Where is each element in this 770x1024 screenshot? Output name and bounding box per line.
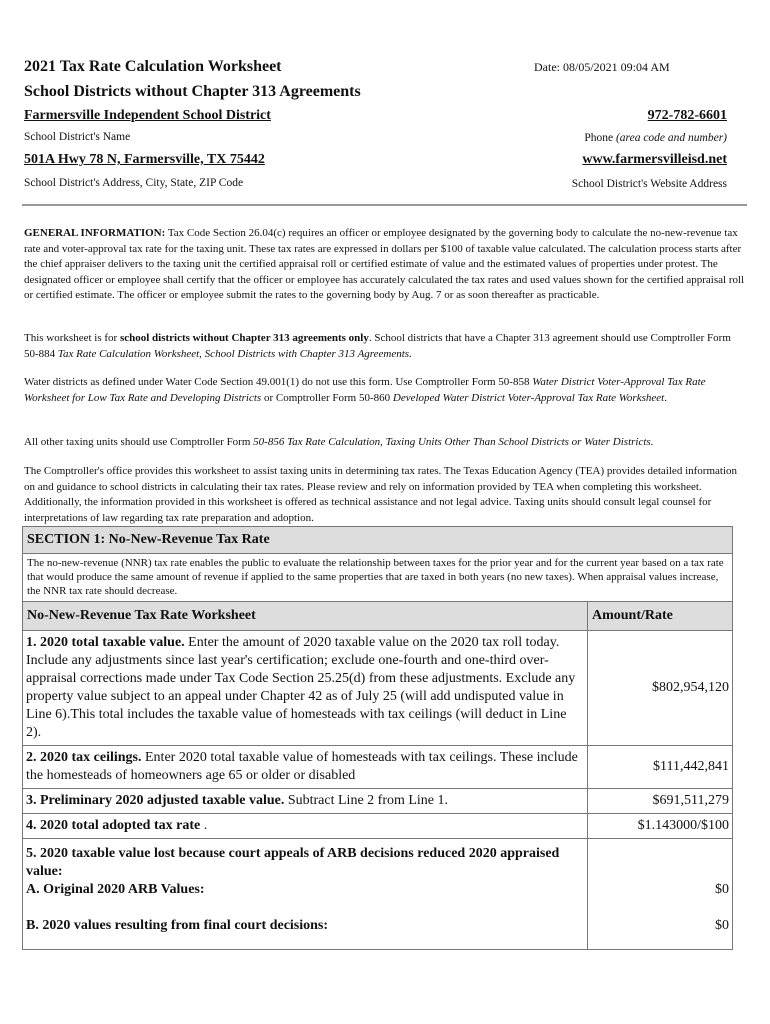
form-subtitle: School Districts without Chapter 313 Agreements — [24, 83, 361, 100]
amount-column-header: Amount/Rate — [588, 602, 733, 631]
line-3-description: 3. Preliminary 2020 adjusted taxable value. Subtract Line 2 from Line 1. — [23, 789, 588, 814]
comptroller-paragraph: The Comptroller's office provides this worksheet to assist taxing units in determining tax rates. The Texas Education Agency (TEA) provides detailed information on and guidance to school districts in calculating their tax rates. Please review and rely on information provided by TEA when completing this worksheet. Additionally, the information provided in this worksheet is offered as technical assistance and not legal advice. Taxing units should consult legal counsel for interpretations of law regarding tax rate preparation and adoption. — [24, 465, 737, 524]
district-phone: 972-782-6601 — [647, 108, 727, 123]
table-row — [23, 839, 733, 950]
table-row — [23, 631, 733, 746]
section-1-description: The no-new-revenue (NNR) tax rate enables the public to evaluate the relationship between taxes for the prior year and for the current year based on a tax rate that would produce the same amount of revenue if applied to the same properties that are taxed in both years (no new taxes). When appraisal values increase, the NNR tax rate should decrease. — [23, 554, 733, 602]
worksheet-scope-paragraph: This worksheet is for school districts without Chapter 313 agreements only. School districts that have a Chapter 313 agreement should use Comptroller Form 50-884 Tax Rate Calculation Worksheet, School Districts with Chapter 313 Agreements. — [24, 332, 731, 360]
phone-caption: Phone (area code and number) — [584, 132, 727, 144]
general-information: GENERAL INFORMATION: Tax Code Section 26.04(c) requires an officer or employee designated by the governing body to calculate the no-new-revenue tax rate and voter-approval tax rate for the taxing unit. These tax rates are expressed in dollars per $100 of taxable value calculated. The calculation process starts after the chief appraiser delivers to the taxing unit the certified appraisal roll or certified estimate of value and the estimated values of properties under protest. The designated officer or employee shall certify that the officer or employee has accurately calculated the tax rates and used values shown for the certified appraisal roll or certified estimate. The officer or employee submit the rates to the governing body by Aug. 7 or as soon thereafter as practicable. — [24, 227, 745, 301]
table-row — [23, 814, 733, 839]
line-5-amounts — [588, 839, 733, 950]
district-name: Farmersville Independent School District — [24, 108, 271, 123]
other-taxing-units-paragraph: All other taxing units should use Comptroller Form 50-856 Tax Rate Calculation, Taxing Units Other Than School Districts or Water Districts. — [24, 436, 654, 448]
form-date: Date: 08/05/2021 09:04 AM — [534, 60, 670, 74]
line-5-description: 5. 2020 taxable value lost because court appeals of ARB decisions reduced 2020 appraised value: A. Original 2020 ARB Values: B. 2020 values resulting from final court decisions: — [23, 839, 588, 950]
water-districts-paragraph: Water districts as defined under Water Code Section 49.001(1) do not use this form. Use Comptroller Form 50-858 Water District Voter-Approval Tax Rate Worksheet for Low Tax Rate and Developing Districts or Comptroller Form 50-860 Developed Water District Voter-Approval Tax Rate Worksheet. — [24, 376, 706, 404]
section-1-title: SECTION 1: No-New-Revenue Tax Rate — [23, 527, 733, 554]
district-address: 501A Hwy 78 N, Farmersville, TX 75442 — [24, 152, 265, 167]
line-3-amount: $691,511,279 — [588, 789, 733, 814]
worksheet-column-header: No-New-Revenue Tax Rate Worksheet — [23, 602, 588, 631]
district-name-caption: School District's Name — [24, 131, 131, 143]
table-row — [23, 746, 733, 789]
address-caption: School District's Address, City, State, ZIP Code — [24, 177, 244, 189]
website-caption: School District's Website Address — [571, 178, 727, 190]
line-2-amount: $111,442,841 — [588, 746, 733, 789]
line-5b-amount: $0 — [715, 918, 730, 933]
form-title: 2021 Tax Rate Calculation Worksheet — [24, 58, 282, 75]
line-2-description: 2. 2020 tax ceilings. Enter 2020 total taxable value of homesteads with tax ceilings. These include the homesteads of homeowners age 65 or older or disabled — [23, 746, 588, 789]
nnr-worksheet-table — [22, 526, 733, 950]
line-1-description: 1. 2020 total taxable value. Enter the amount of 2020 taxable value on the 2020 tax roll today. Include any adjustments since last year's certification; exclude one-fourth and one-third over-appraisal corrections made under Tax Code Section 25.25(d) from these adjustments. Exclude any property value subject to an appeal under Chapter 42 as of July 25 (will add undisputed value in Line 6).This total includes the taxable value of homesteads with tax ceilings (will deduct in Line 2). — [23, 631, 588, 746]
header-divider — [22, 204, 747, 206]
table-row — [23, 789, 733, 814]
line-4-amount: $1.143000/$100 — [588, 814, 733, 839]
district-website: www.farmersvilleisd.net — [582, 152, 727, 167]
line-1-amount: $802,954,120 — [588, 631, 733, 746]
line-5a-amount: $0 — [715, 882, 730, 897]
line-4-description: 4. 2020 total adopted tax rate . — [23, 814, 588, 839]
